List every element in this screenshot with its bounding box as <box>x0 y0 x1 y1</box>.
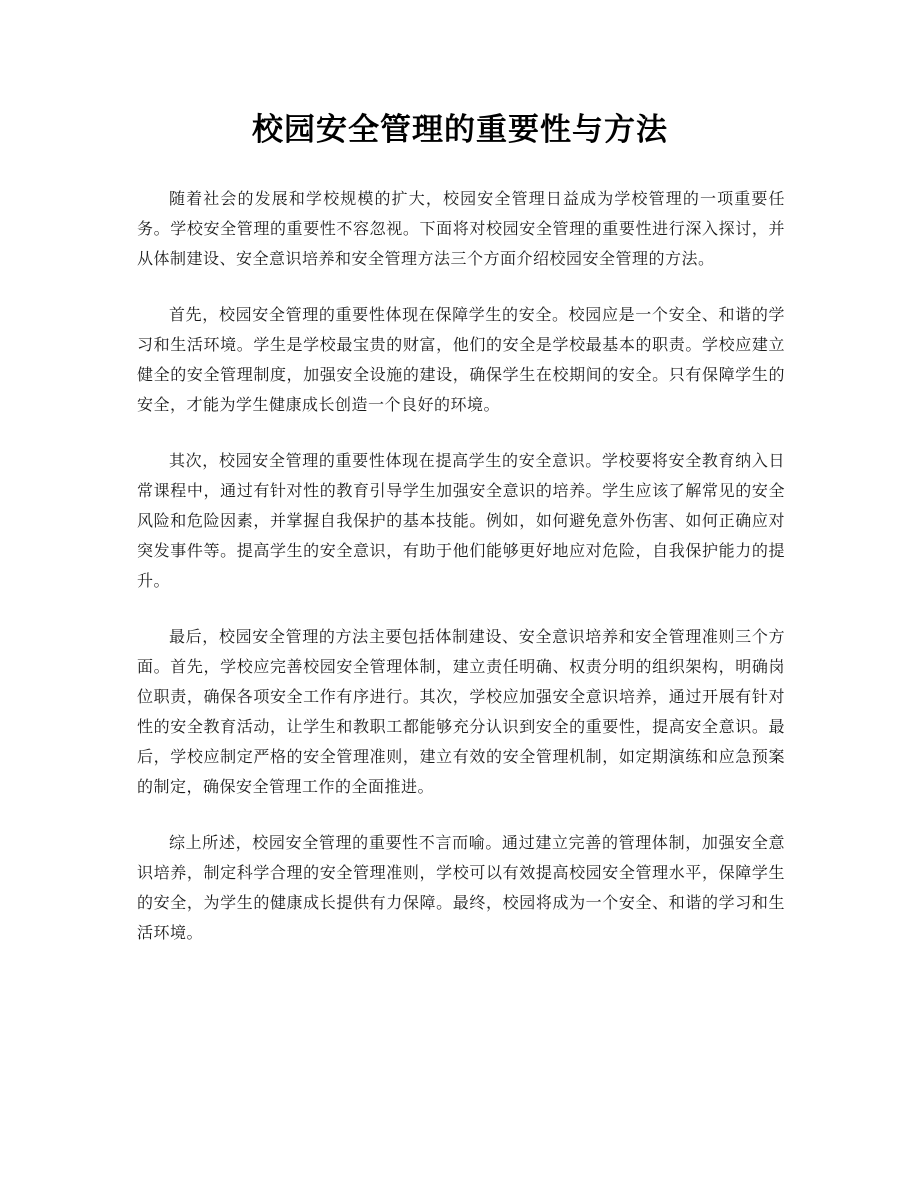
paragraph-conclusion: 综上所述，校园安全管理的重要性不言而喻。通过建立完善的管理体制，加强安全意识培养，制定科学合理的安全管理准则，学校可以有效提高校园安全管理水平，保障学生的安全，为学生的健康成长提供有力保障。最终，校园将成为一个安全、和谐的学习和生活环境。 <box>137 833 785 942</box>
paragraph-management-methods: 最后，校园安全管理的方法主要包括体制建设、安全意识培养和安全管理准则三个方面。首先，学校应完善校园安全管理体制，建立责任明确、权责分明的组织架构，明确岗位职责，确保各项安全工作有序进行。其次，学校应加强安全意识培养，通过开展有针对性的安全教育活动，让学生和教职工都能够充分认识到安全的重要性，提高安全意识。最后，学校应制定严格的安全管理准则，建立有效的安全管理机制，如定期演练和应急预案的制定，确保安全管理工作的全面推进。 <box>137 627 785 796</box>
document-title: 校园安全管理的重要性与方法 <box>252 112 668 148</box>
paragraph-intro: 随着社会的发展和学校规模的扩大，校园安全管理日益成为学校管理的一项重要任务。学校安全管理的重要性不容忽视。下面将对校园安全管理的重要性进行深入探讨，并从体制建设、安全意识培养和安全管理方法三个方面介绍校园安全管理的方法。 <box>137 189 785 268</box>
document-body <box>137 184 785 974</box>
paragraph-safety-awareness: 其次，校园安全管理的重要性体现在提高学生的安全意识。学校要将安全教育纳入日常课程中，通过有针对性的教育引导学生加强安全意识的培养。学生应该了解常见的安全风险和危险因素，并掌握自我保护的基本技能。例如，如何避免意外伤害、如何正确应对突发事件等。提高学生的安全意识，有助于他们能够更好地应对危险，自我保护能力的提升。 <box>137 451 785 590</box>
paragraph-student-safety: 首先，校园安全管理的重要性体现在保障学生的安全。校园应是一个安全、和谐的学习和生活环境。学生是学校最宝贵的财富，他们的安全是学校最基本的职责。学校应建立健全的安全管理制度，加强安全设施的建设，确保学生在校期间的安全。只有保障学生的安全，才能为学生健康成长创造一个良好的环境。 <box>137 305 785 414</box>
